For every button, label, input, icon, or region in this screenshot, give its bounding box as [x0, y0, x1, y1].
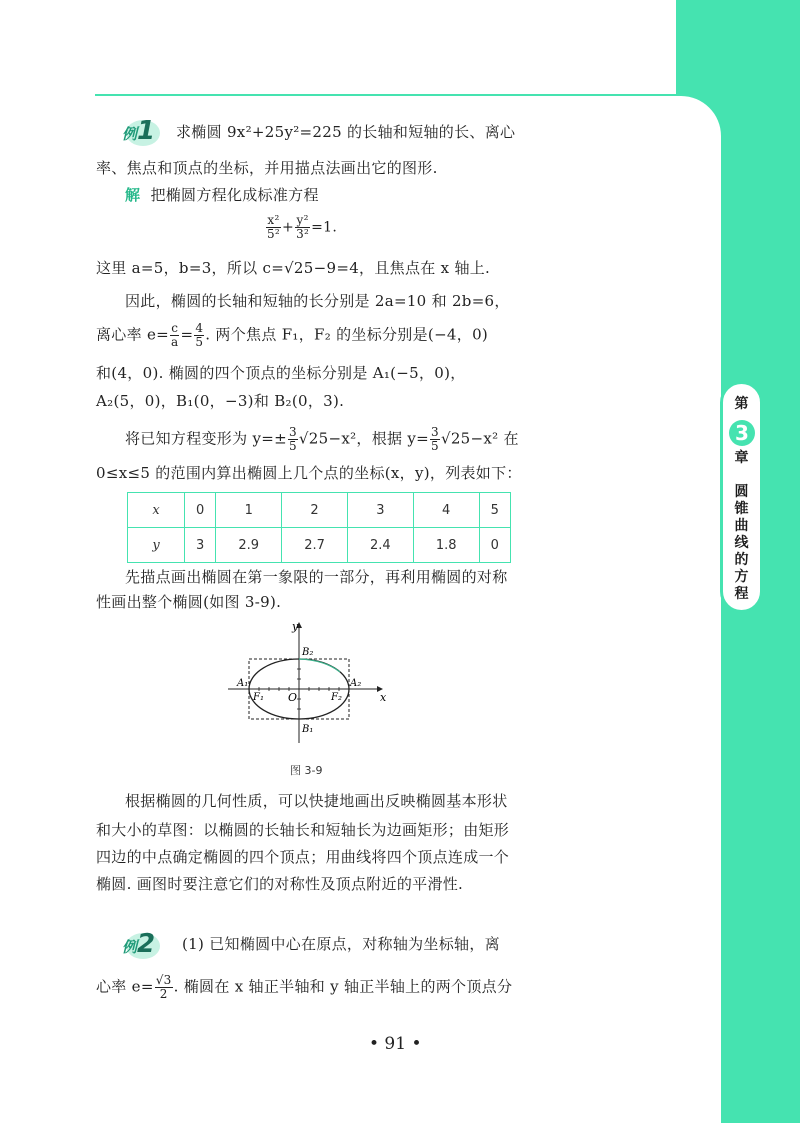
- table-cell: 2.4: [347, 528, 413, 563]
- chapter-tab-top: 第: [734, 396, 749, 412]
- eq-right-denominator: 3²: [296, 227, 310, 241]
- paragraph-sketch-3: 椭圆. 画图时要注意它们的对称性及顶点附近的平滑性.: [96, 875, 464, 893]
- chapter-title-char: 线: [734, 535, 749, 551]
- chapter-tab-mid: 章: [734, 450, 749, 466]
- f1-label: F₁: [253, 692, 264, 703]
- table-cell: 0: [479, 528, 510, 563]
- text-span: √25−x² 在: [440, 429, 519, 448]
- paragraph-geometry: 根据椭圆的几何性质，可以快捷地画出反映椭圆基本形状: [125, 792, 508, 810]
- table-row: [128, 528, 511, 563]
- solution-intro: 把椭圆方程化成标准方程: [150, 186, 319, 204]
- eq-left-numerator: x²: [267, 213, 280, 227]
- b2-label: B₂: [302, 647, 314, 658]
- chapter-title-char: 程: [734, 586, 749, 602]
- eq-tail: =1.: [311, 219, 338, 236]
- example2-line1: (1) 已知椭圆中心在原点，对称轴为坐标轴，离: [182, 935, 500, 953]
- table-cell: 5: [479, 493, 510, 528]
- fraction-denominator: a: [171, 335, 179, 349]
- table-cell: y: [128, 528, 185, 563]
- text-span: 将已知方程变形为 y=±: [125, 429, 287, 448]
- table-cell: 2.9: [216, 528, 282, 563]
- a1-label: A₁: [237, 678, 249, 689]
- paragraph-sketch-2: 四边的中点确定椭圆的四个顶点；用曲线将四个顶点连成一个: [96, 848, 510, 866]
- page-number: • 91 •: [369, 1034, 422, 1054]
- ellipse-figure: [220, 615, 400, 750]
- paragraph-c-value: 这里 a=5，b=3，所以 c=√25−9=4，且焦点在 x 轴上.: [96, 259, 491, 277]
- example-badge-number: 1: [137, 116, 156, 146]
- x-axis-label: x: [380, 691, 387, 704]
- solution-label: 解: [125, 186, 141, 204]
- text-span: . 两个焦点 F₁，F₂ 的坐标分别是(−4，0): [205, 325, 489, 344]
- fraction-denominator: 2: [159, 987, 168, 1001]
- text-span: 离心率 e=: [96, 325, 170, 344]
- table-cell: 1.8: [413, 528, 479, 563]
- chapter-number: 3: [729, 420, 755, 446]
- example-badge-prefix: 例: [122, 125, 138, 143]
- example-1-badge: [122, 116, 155, 146]
- value-table: [127, 492, 511, 563]
- example1-line1: 求椭圆 9x²+25y²=225 的长轴和短轴的长、离心: [176, 123, 516, 141]
- example2-line2: [96, 974, 512, 1001]
- paragraph-sketch-1: 和大小的草图：以椭圆的长轴长和短轴长为边画矩形；由矩形: [96, 821, 510, 839]
- table-cell: 3: [347, 493, 413, 528]
- table-row: [128, 493, 511, 528]
- paragraph-transform: [125, 426, 519, 453]
- fraction-denominator: 5: [431, 439, 439, 453]
- paragraph-axes: 因此，椭圆的长轴和短轴的长分别是 2a=10 和 2b=6，: [125, 292, 510, 310]
- table-cell: 2.7: [282, 528, 348, 563]
- text-span: √25−x²，根据 y=: [298, 429, 430, 448]
- f2-label: F₂: [331, 692, 342, 703]
- paragraph-plot-whole: 性画出整个椭圆(如图 3-9).: [96, 593, 282, 611]
- chapter-tab: [720, 381, 763, 613]
- chapter-title-char: 的: [734, 552, 749, 568]
- fraction-numerator: 3: [431, 425, 439, 439]
- solution-intro-line: [125, 184, 319, 206]
- eq-left-denominator: 5²: [267, 227, 281, 241]
- a2-label: A₂: [350, 678, 362, 689]
- example1-line2: 率、焦点和顶点的坐标，并用描点法画出它的图形.: [96, 159, 438, 177]
- text-span: . 椭圆在 x 轴正半轴和 y 轴正半轴上的两个顶点分: [173, 977, 513, 996]
- text-span: 心率 e=: [96, 977, 154, 996]
- origin-label: O: [288, 691, 298, 704]
- table-cell: 3: [185, 528, 216, 563]
- paragraph-vertices-2: A₂(5，0)，B₁(0，−3)和 B₂(0，3).: [96, 392, 345, 410]
- table-cell: 2: [282, 493, 348, 528]
- paragraph-eccentricity: [96, 322, 488, 349]
- chapter-title-char: 曲: [734, 518, 749, 534]
- chapter-title-char: 圆: [734, 484, 749, 500]
- chapter-title-char: 方: [734, 569, 749, 585]
- table-cell: x: [128, 493, 185, 528]
- eq-right-numerator: y²: [296, 213, 309, 227]
- fraction-denominator: 5: [288, 439, 297, 453]
- fraction-numerator: c: [171, 321, 179, 335]
- text-span: =: [180, 325, 194, 344]
- fraction-numerator: 3: [288, 425, 297, 439]
- table-cell: 4: [413, 493, 479, 528]
- paragraph-plot-first: 先描点画出椭圆在第一象限的一部分，再利用椭圆的对称: [125, 568, 508, 586]
- example-2-badge: [122, 929, 155, 959]
- paragraph-vertices-1: 和(4，0). 椭圆的四个顶点的坐标分别是 A₁(−5，0)，: [96, 364, 466, 382]
- paragraph-range: 0≤x≤5 的范围内算出椭圆上几个点的坐标(x，y)，列表如下：: [96, 464, 522, 482]
- figure-caption: 图 3-9: [290, 764, 323, 777]
- fraction-denominator: 5: [195, 335, 204, 349]
- b1-label: B₁: [302, 724, 314, 735]
- fraction-numerator: 4: [195, 321, 204, 335]
- example-badge-prefix: 例: [122, 938, 138, 956]
- y-axis-label: y: [292, 620, 299, 633]
- table-cell: 0: [185, 493, 216, 528]
- example-badge-number: 2: [137, 929, 156, 959]
- fraction-numerator: √3: [155, 973, 172, 987]
- table-cell: 1: [216, 493, 282, 528]
- standard-equation: $\frac{\text{x²}}{\text{5²}}$ + $\frac{\text{y²}}{\text{3²}}$ =1.: [267, 213, 338, 241]
- chapter-title-char: 锥: [734, 501, 749, 517]
